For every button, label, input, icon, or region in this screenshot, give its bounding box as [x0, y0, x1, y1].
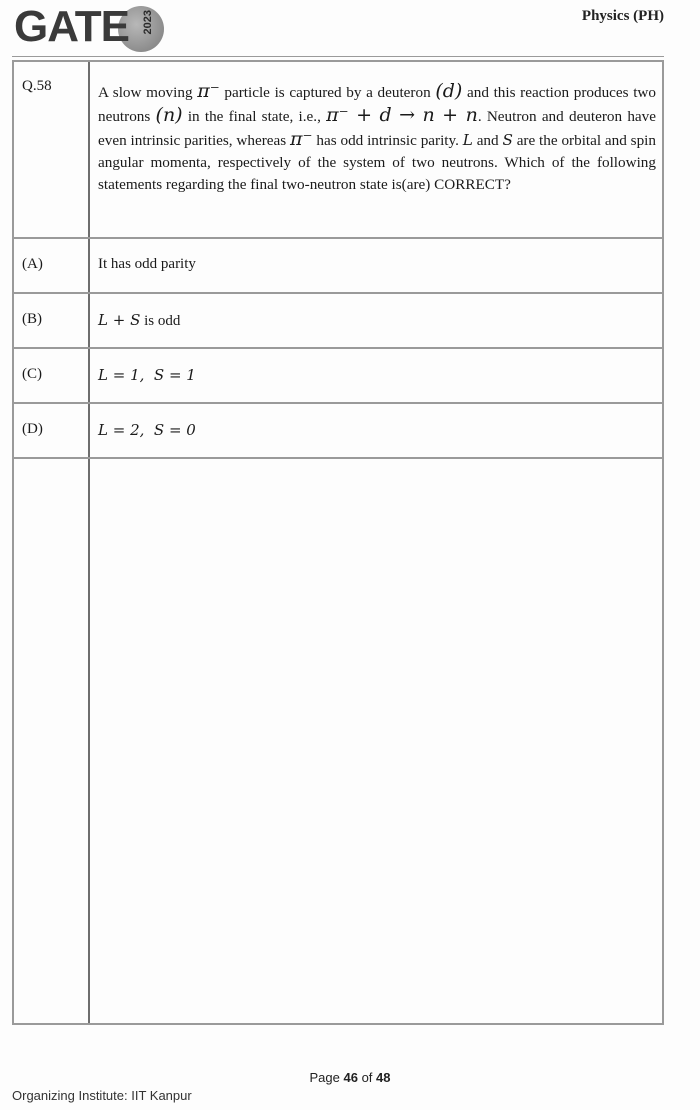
logo-year: 2023 [142, 10, 154, 35]
text: of [357, 1070, 377, 1085]
math-expression: L + S [98, 311, 141, 329]
option-a-label: (A) [22, 256, 43, 272]
text: Page [309, 1070, 344, 1085]
math-pi-minus: π⁻ [197, 80, 220, 102]
math-S: S [502, 131, 513, 149]
option-b-text [98, 311, 656, 330]
math-expression: L = 2, S = 0 [98, 421, 196, 439]
row-divider [14, 402, 662, 404]
option-c-text [98, 366, 656, 385]
question-number: Q.58 [22, 78, 52, 94]
current-page: 46 [343, 1070, 358, 1085]
question-table [12, 60, 664, 1025]
text: has odd intrinsic parity. [312, 132, 463, 149]
math-reaction: π⁻ + d → n + n [326, 104, 478, 126]
row-divider [14, 237, 662, 239]
text: is odd [140, 313, 181, 329]
page-number [0, 1070, 700, 1085]
question-text [98, 80, 656, 196]
option-d-label: (D) [22, 421, 43, 437]
row-divider [14, 347, 662, 349]
math-neutron: (n) [155, 104, 183, 126]
option-c-label: (C) [22, 366, 42, 382]
text: and [472, 132, 503, 149]
organizing-institute: Organizing Institute: IIT Kanpur [12, 1088, 192, 1103]
text: and this reaction produces two neutrons [98, 84, 656, 125]
column-divider [88, 62, 90, 1023]
text: particle is captured by a deuteron [219, 84, 436, 101]
text: . Neutron and deuteron have even intrinsic parities, whereas [98, 108, 656, 149]
header-divider [12, 56, 664, 57]
math-L: L [462, 131, 473, 149]
logo-text: GATE [14, 2, 129, 51]
option-b-label: (B) [22, 311, 42, 327]
text: A slow moving [98, 84, 198, 101]
row-divider [14, 457, 662, 459]
subject-title: Physics (PH) [581, 8, 664, 24]
math-pi-minus: π⁻ [290, 128, 313, 150]
text: in the final state, i.e., [182, 108, 327, 125]
option-d-text [98, 421, 656, 440]
option-a-text: It has odd parity [98, 256, 196, 272]
total-pages: 48 [376, 1070, 391, 1085]
math-deuteron: (d) [435, 80, 463, 102]
row-divider [14, 292, 662, 294]
text: are the orbital and spin angular momenta, respectively of the system of two neutrons. Which of the following statements regarding the final two-neutron state is(are) CORRECT? [98, 132, 656, 193]
math-expression: L = 1, S = 1 [98, 366, 196, 384]
